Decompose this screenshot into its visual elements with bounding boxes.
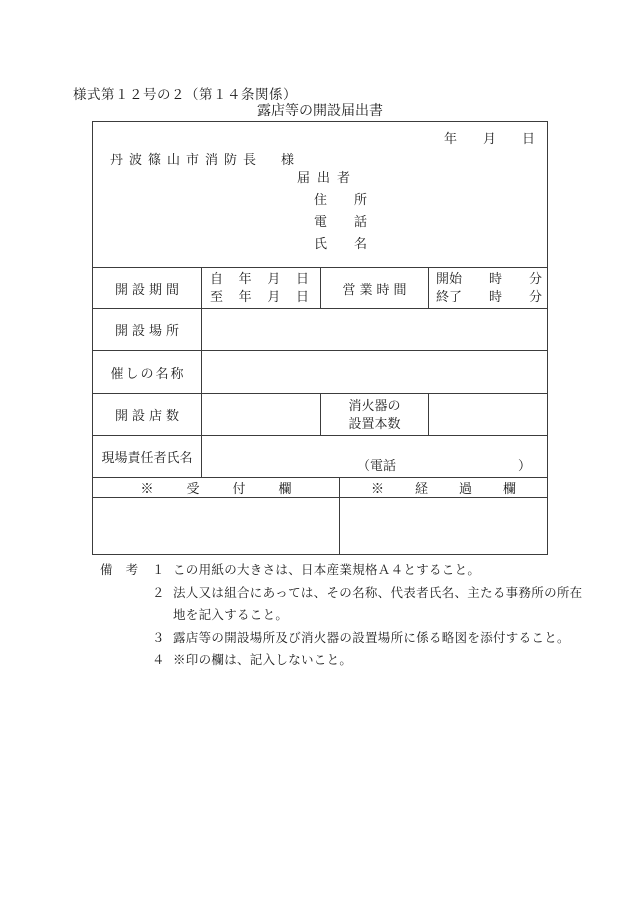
row-site-manager <box>93 435 547 477</box>
end-label: 終了 <box>436 289 463 304</box>
row-office-use-body <box>93 497 547 554</box>
extinguisher-count-field <box>428 394 547 435</box>
to-day-label: 日 <box>295 289 309 304</box>
notes-label: 備 考 <box>100 563 139 577</box>
to-prefix: 至 <box>210 289 224 304</box>
from-prefix: 自 <box>210 271 224 286</box>
note-text <box>173 582 593 627</box>
address-label: 住 所 <box>314 192 375 207</box>
note-number: ２ <box>152 585 165 600</box>
extinguisher-label-line2: 設置本数 <box>348 415 401 431</box>
notes-section <box>100 559 605 672</box>
from-month-label: 月 <box>267 271 281 286</box>
reception-field <box>93 498 339 554</box>
note-text: この用紙の大きさは、日本産業規格Ａ４とすること。 <box>173 563 481 577</box>
opening-location-label: 開設場所 <box>114 323 183 338</box>
note-text-line: 地を記入すること。 <box>173 608 289 622</box>
event-name-label: 催しの名称 <box>110 365 186 381</box>
form-number: 様式第１２号の２（第１４条関係） <box>73 87 297 102</box>
site-manager-field <box>201 436 547 477</box>
row-office-use-header <box>93 477 547 497</box>
start-time-line <box>429 270 547 288</box>
stall-count-field <box>201 394 320 435</box>
site-manager-label: 現場責任者氏名 <box>101 450 193 465</box>
start-hour-label: 時 <box>488 271 502 286</box>
opening-period-dates-field <box>201 268 320 308</box>
business-hours-field <box>428 268 547 308</box>
opening-location-field <box>201 309 547 350</box>
row-stall-count <box>93 393 547 435</box>
opening-period-label: 開設期間 <box>114 281 183 297</box>
start-label: 開始 <box>436 271 463 286</box>
end-hour-label: 時 <box>488 289 502 304</box>
note-number: ４ <box>152 653 165 667</box>
document-title: 露店等の開設届出書 <box>257 104 383 119</box>
reception-column-header: ※ 受 付 欄 <box>140 481 302 496</box>
row-opening-period <box>93 267 547 308</box>
declarant-label: 届出者 <box>297 170 358 185</box>
phone-label: 電 話 <box>314 214 375 229</box>
addressee: 丹波篠山市消防長 様 <box>110 152 301 167</box>
note-text: ※印の欄は、記入しないこと。 <box>173 653 353 667</box>
name-label: 氏 名 <box>314 236 375 251</box>
event-name-field <box>201 351 547 393</box>
stall-count-label: 開設店数 <box>114 408 183 423</box>
extinguisher-count-label <box>320 394 428 435</box>
note-item <box>100 627 605 650</box>
progress-field <box>339 498 547 554</box>
header-block <box>93 122 547 267</box>
to-month-label: 月 <box>267 289 281 304</box>
row-event-name <box>93 350 547 393</box>
application-form-table <box>92 121 548 555</box>
phone-paren-open: （電話 <box>357 458 397 473</box>
period-from-line <box>202 270 320 288</box>
row-opening-location <box>93 308 547 350</box>
business-hours-label: 営業時間 <box>320 268 428 308</box>
note-item <box>100 582 605 627</box>
phone-paren-close: ） <box>517 458 531 473</box>
note-item <box>100 559 605 582</box>
note-number: ３ <box>152 630 165 645</box>
end-time-line <box>429 288 547 306</box>
note-text-line: 法人又は組合にあっては、その名称、代表者氏名、主たる事務所の所在 <box>173 585 583 600</box>
extinguisher-label-line1: 消火器の <box>348 397 401 413</box>
progress-column-header: ※ 経 過 欄 <box>339 478 547 497</box>
from-year-label: 年 <box>238 271 252 286</box>
date-line: 年 月 日 <box>443 131 535 146</box>
to-year-label: 年 <box>238 289 252 304</box>
header-block-inner <box>93 122 547 267</box>
note-item <box>100 649 605 672</box>
note-number: １ <box>152 563 165 577</box>
period-to-line <box>202 288 320 306</box>
start-minute-label: 分 <box>528 271 542 286</box>
end-minute-label: 分 <box>528 289 542 304</box>
note-text: 露店等の開設場所及び消火器の設置場所に係る略図を添付すること。 <box>173 630 570 645</box>
from-day-label: 日 <box>295 271 309 286</box>
